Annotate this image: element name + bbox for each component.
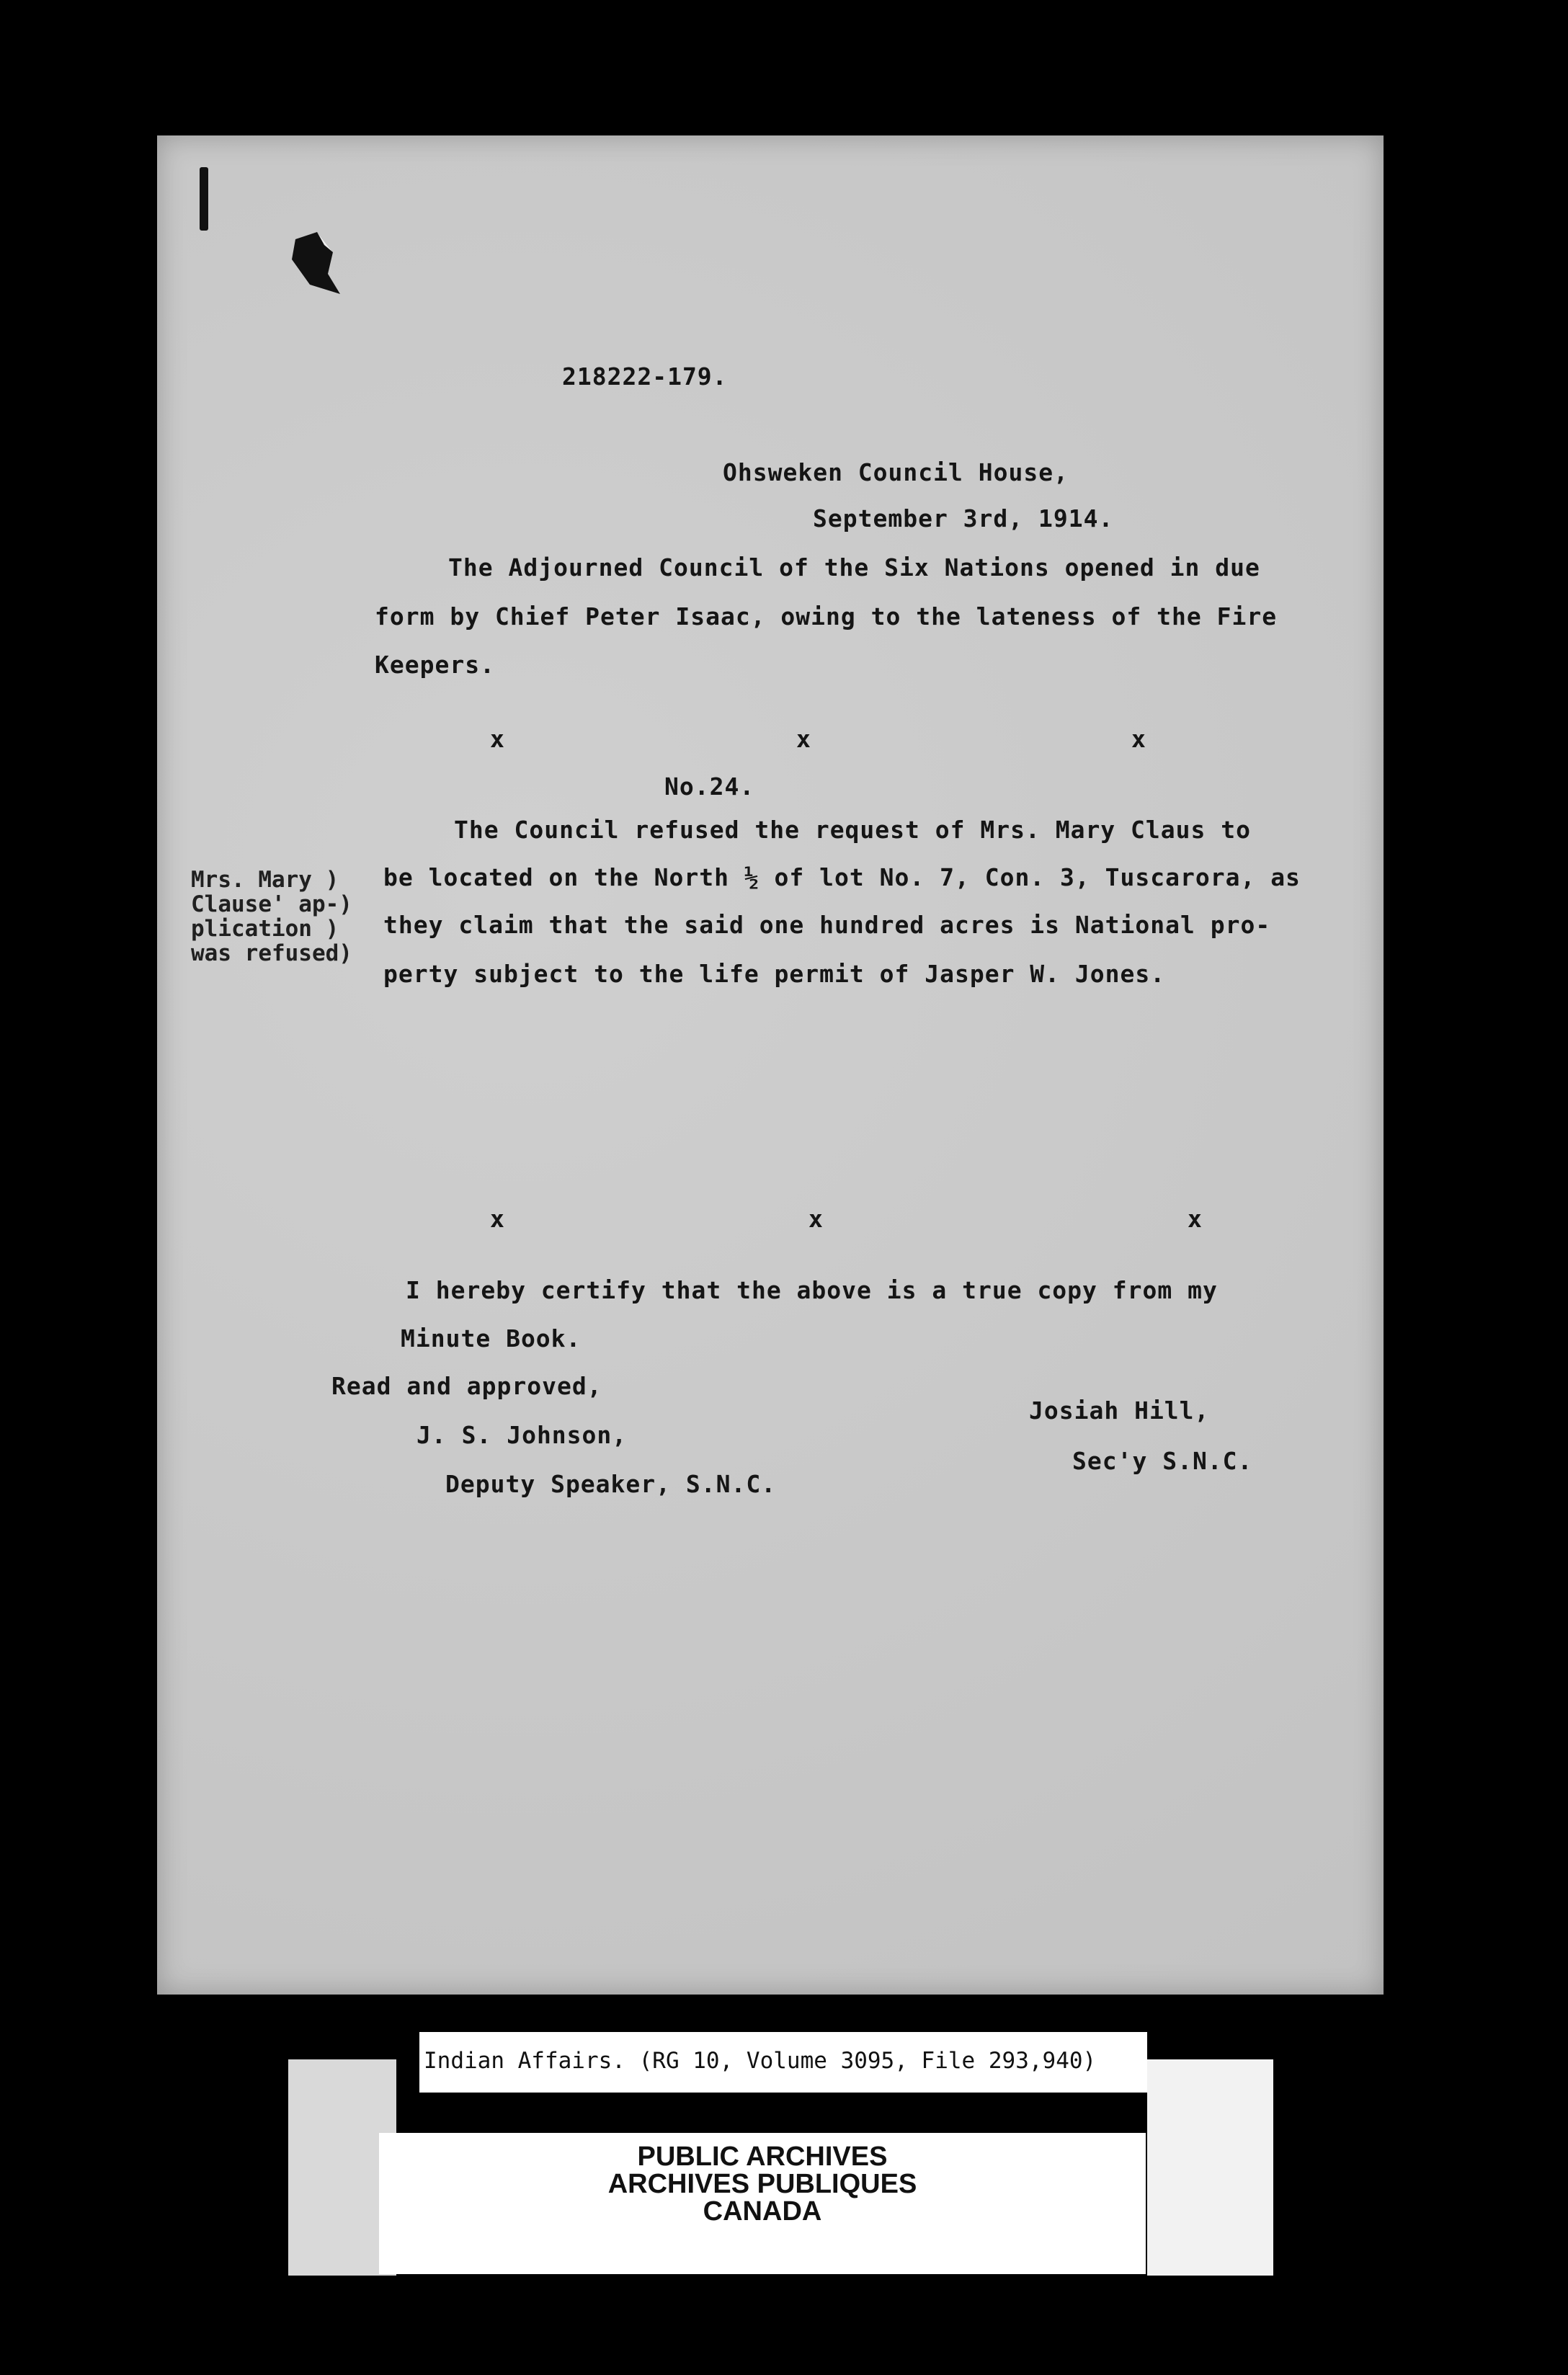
torn-hole xyxy=(288,231,346,295)
approver-title: Deputy Speaker, S.N.C. xyxy=(445,1470,777,1498)
resolution-line-4: perty subject to the life permit of Jasper W. Jones. xyxy=(383,960,1166,988)
separator-x: x xyxy=(490,725,505,753)
margin-note-line-4: was refused) xyxy=(191,940,352,966)
stamp-line-2: ARCHIVES PUBLIQUES xyxy=(607,2169,917,2199)
file-reference-number: 218222-179. xyxy=(562,362,728,391)
certification-line-1: I hereby certify that the above is a true copy from my xyxy=(406,1276,1218,1304)
separator-x: x xyxy=(490,1205,505,1233)
date-heading: September 3rd, 1914. xyxy=(813,504,1114,533)
margin-note-line-3: plication ) xyxy=(191,916,339,942)
intro-line-3: Keepers. xyxy=(375,651,495,679)
read-approved-label: Read and approved, xyxy=(331,1372,602,1400)
separator-x: x xyxy=(1188,1205,1203,1233)
approver-name: J. S. Johnson, xyxy=(416,1421,628,1449)
resolution-line-1: The Council refused the request of Mrs. Mary Claus to xyxy=(454,816,1251,844)
separator-x: x xyxy=(808,1205,824,1233)
archive-tab-right xyxy=(1147,2059,1273,2276)
archive-reference-text: Indian Affairs. (RG 10, Volume 3095, File 293,940) xyxy=(424,2048,1097,2074)
margin-note-line-2: Clause' ap-) xyxy=(191,891,352,917)
secretary-name: Josiah Hill, xyxy=(1029,1396,1210,1425)
stamp-line-3: CANADA xyxy=(703,2196,822,2227)
intro-line-2: form by Chief Peter Isaac, owing to the lateness of the Fire xyxy=(375,602,1278,630)
separator-x: x xyxy=(796,725,811,753)
resolution-line-3: they claim that the said one hundred acres is National pro- xyxy=(383,911,1271,939)
place-heading: Ohsweken Council House, xyxy=(723,458,1069,486)
item-number: No.24. xyxy=(664,772,755,801)
secretary-title: Sec'y S.N.C. xyxy=(1072,1447,1253,1475)
staple-mark xyxy=(200,167,208,231)
stamp-line-1: PUBLIC ARCHIVES xyxy=(637,2142,888,2172)
resolution-line-2: be located on the North ½ of lot No. 7, Con. 3, Tuscarora, as xyxy=(383,863,1301,891)
certification-line-2: Minute Book. xyxy=(401,1324,582,1353)
separator-x: x xyxy=(1131,725,1146,753)
intro-line-1: The Adjourned Council of the Six Nations opened in due xyxy=(448,553,1260,582)
margin-note-line-1: Mrs. Mary ) xyxy=(191,867,339,893)
document-page xyxy=(157,135,1384,1995)
